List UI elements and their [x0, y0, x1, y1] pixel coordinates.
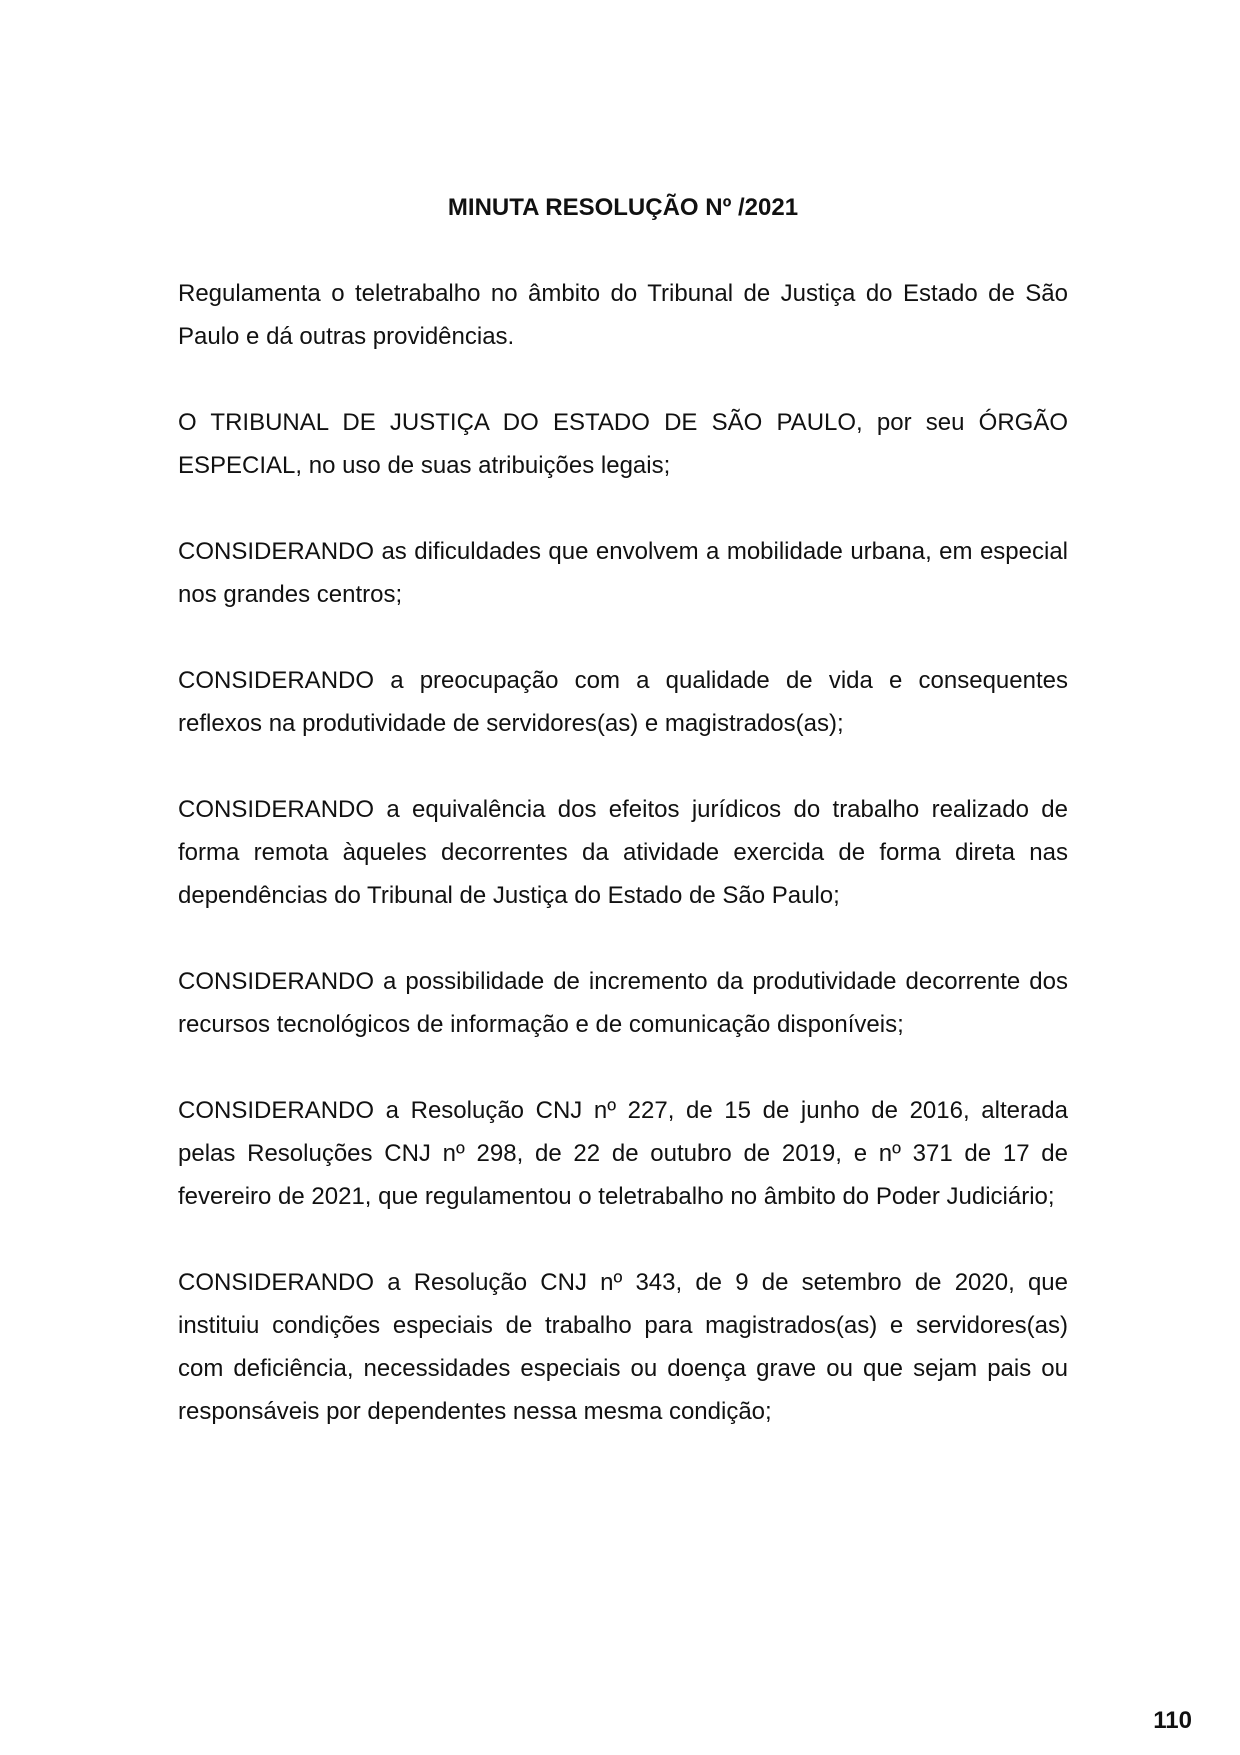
paragraph-considerando-resolucao-227: CONSIDERANDO a Resolução CNJ nº 227, de 15 de junho de 2016, alterada pelas Resoluções CNJ nº 298, de 22 de outubro de 2019, e nº 371 de 17 de fevereiro de 2021, que regulamentou o teletrabalho no âmbito do Poder Judiciário; — [178, 1097, 1068, 1210]
document-title: MINUTA RESOLUÇÃO Nº /2021 — [447, 194, 799, 221]
paragraph-considerando-mobilidade: CONSIDERANDO as dificuldades que envolvem a mobilidade urbana, em especial nos grandes centros; — [178, 538, 1068, 608]
paragraph-considerando-resolucao-343: CONSIDERANDO a Resolução CNJ nº 343, de 9 de setembro de 2020, que instituiu condições especiais de trabalho para magistrados(as) e servidores(as) com deficiência, necessidades especiais ou doença grave ou que sejam pais ou responsáveis por dependentes nessa mesma condição; — [178, 1269, 1068, 1425]
paragraph-considerando-qualidade-vida: CONSIDERANDO a preocupação com a qualidade de vida e consequentes reflexos na produtividade de servidores(as) e magistrados(as); — [178, 667, 1068, 737]
paragraph-considerando-equivalencia: CONSIDERANDO a equivalência dos efeitos jurídicos do trabalho realizado de forma remota àqueles decorrentes da atividade exercida de forma direta nas dependências do Tribunal de Justiça do Estado de São Paulo; — [178, 796, 1068, 909]
paragraph-preamble: O TRIBUNAL DE JUSTIÇA DO ESTADO DE SÃO PAULO, por seu ÓRGÃO ESPECIAL, no uso de suas atribuições legais; — [178, 409, 1068, 479]
page-number: 110 — [1153, 1707, 1192, 1734]
paragraph-considerando-produtividade: CONSIDERANDO a possibilidade de incremento da produtividade decorrente dos recursos tecnológicos de informação e de comunicação disponíveis; — [178, 968, 1068, 1038]
paragraph-ementa: Regulamenta o teletrabalho no âmbito do Tribunal de Justiça do Estado de São Paulo e dá outras providências. — [178, 280, 1068, 350]
document-body — [178, 272, 1068, 1476]
